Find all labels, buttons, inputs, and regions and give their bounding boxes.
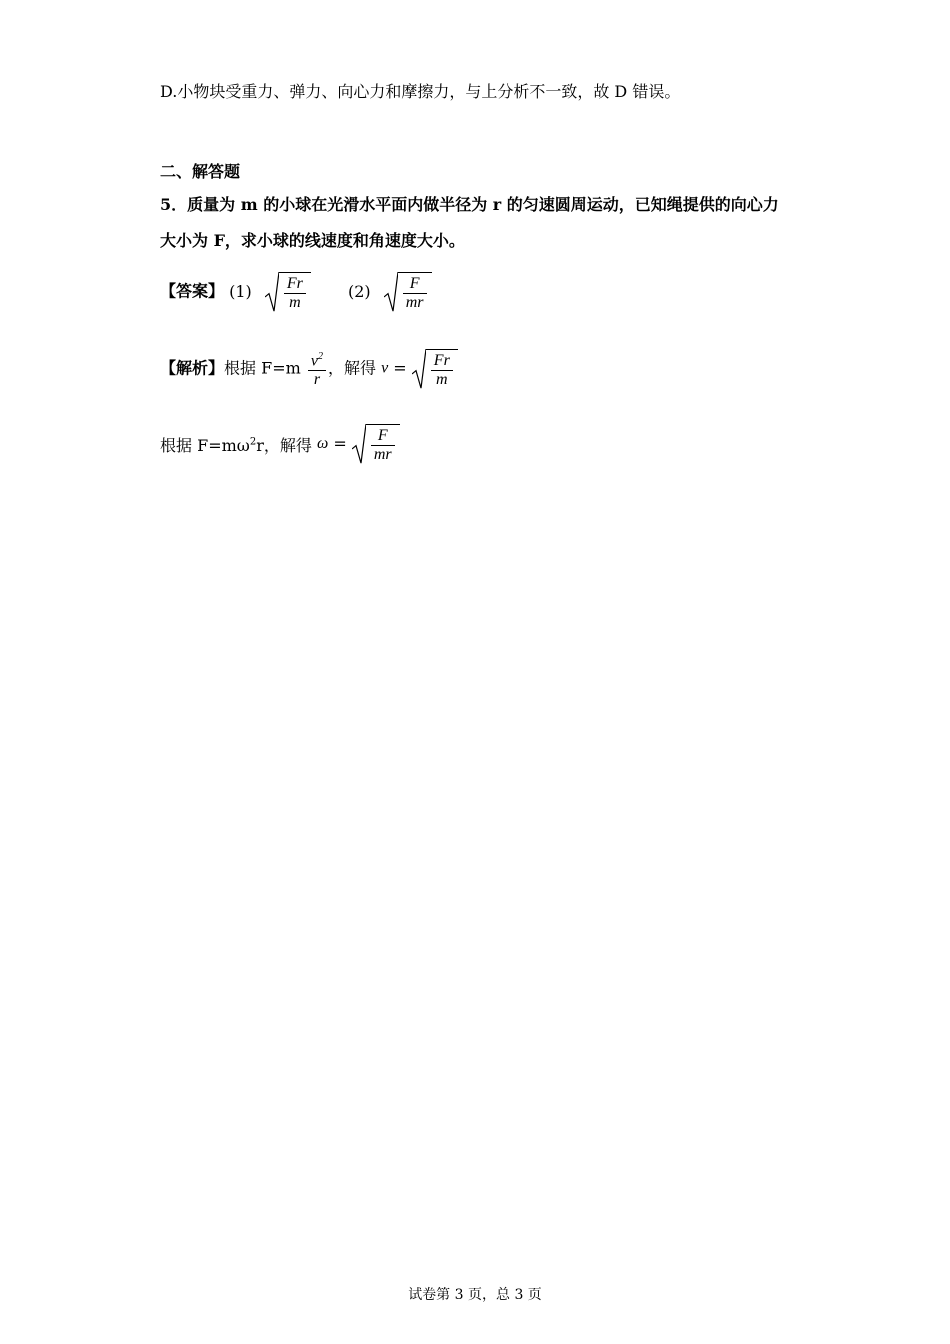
analysis-fraction-denominator: r [313, 371, 321, 389]
radical-icon [384, 272, 398, 312]
analysis-fraction [308, 348, 326, 389]
answer-part1-label: (1) [229, 282, 252, 301]
answer-part2-denominator: mr [405, 294, 424, 311]
option-d-line [160, 82, 680, 102]
radical-icon [265, 272, 279, 312]
analysis-equals: = [388, 358, 412, 378]
analysis-line-2 [160, 424, 400, 464]
analysis-sqrt [412, 349, 458, 389]
radical-icon [412, 349, 426, 389]
analysis2-sqrt-denominator: mr [373, 446, 392, 463]
question-line-1 [160, 195, 779, 215]
answer-line [160, 272, 432, 312]
answer-part2-sqrt [384, 272, 432, 312]
answer-part2-numerator: F [403, 275, 427, 294]
analysis2-equals: = [328, 434, 352, 453]
analysis-label: 【解析】 [160, 358, 225, 378]
option-d-text: D.小物块受重力、弹力、向心力和摩擦力，与上分析不一致，故 D 错误。 [160, 82, 681, 101]
answer-part1-numerator: Fr [284, 275, 306, 294]
analysis2-text-1: 根据 $F=m\omega^2r$，解得 [160, 435, 312, 455]
analysis-sqrt-numerator: Fr [431, 352, 453, 371]
analysis-fraction-exponent: 2 [318, 351, 323, 362]
analysis-sqrt-denominator: m [436, 370, 448, 388]
question-line-2 [160, 231, 465, 251]
analysis-variable: v [381, 359, 389, 377]
analysis-line-1 [160, 348, 458, 389]
analysis-fraction-numerator: v [310, 352, 318, 370]
question-text-1: 5．质量为 m 的小球在光滑水平面内做半径为 r 的匀速圆周运动，已知绳提供的向心力 [160, 195, 779, 214]
section-heading [160, 162, 240, 182]
analysis2-sqrt [352, 424, 400, 464]
radical-icon [352, 424, 366, 464]
answer-part1-denominator: m [289, 294, 301, 311]
analysis-text-2: ，解得 [328, 358, 377, 378]
answer-part1-sqrt [265, 272, 311, 312]
analysis2-variable: ω [316, 435, 329, 452]
answer-label: 【答案】 [160, 281, 225, 301]
answer-part2-label: (2) [347, 282, 371, 301]
section-heading-text: 二、解答题 [160, 162, 241, 181]
analysis-text-1: 根据 F=m [224, 358, 301, 378]
question-text-2: 大小为 F，求小球的线速度和角速度大小。 [160, 231, 465, 250]
analysis2-sqrt-numerator: F [371, 427, 395, 446]
analysis2-exponent: 2 [249, 436, 257, 448]
page-footer: 试卷第 3 页，总 3 页 [408, 1287, 542, 1303]
